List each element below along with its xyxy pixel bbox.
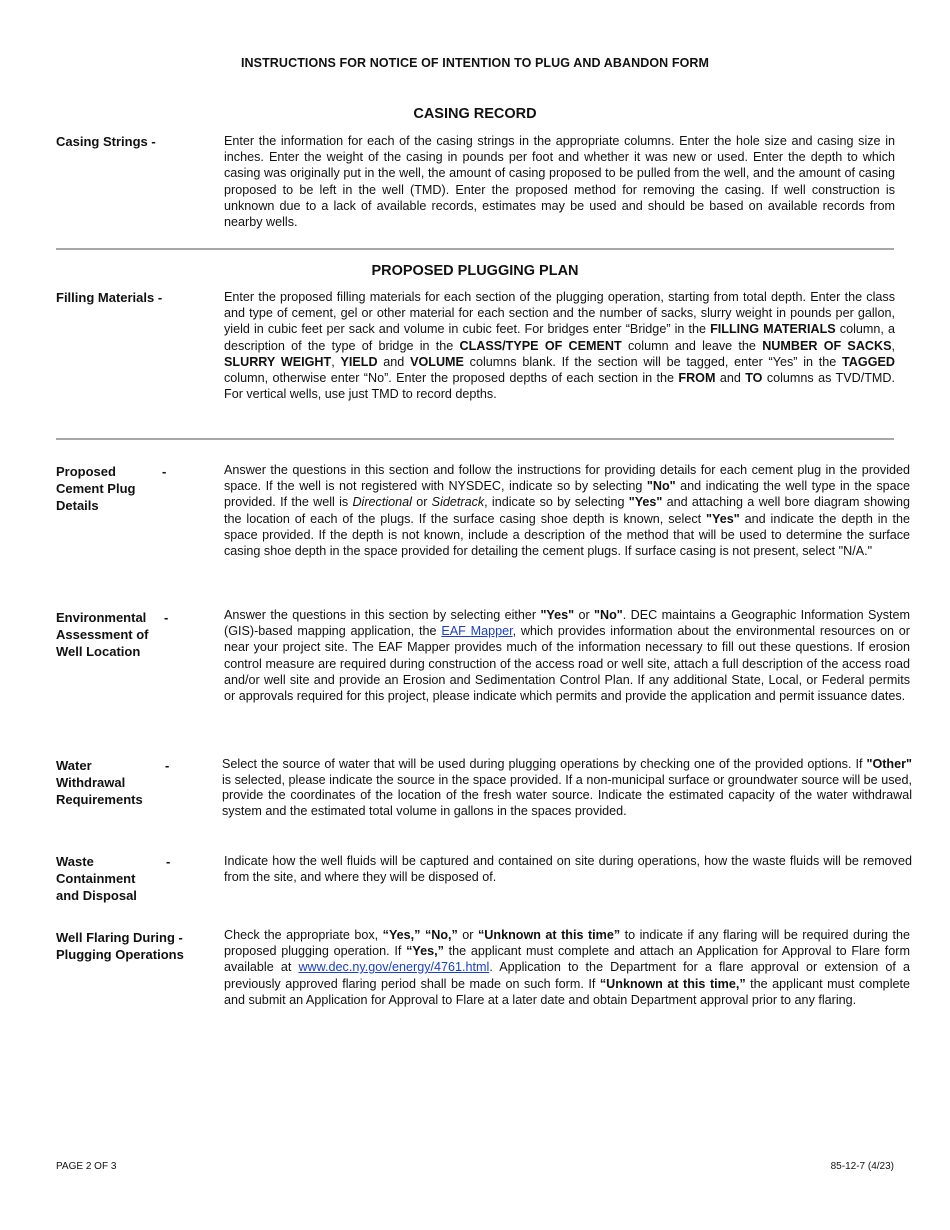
label-dash: - [166,854,171,869]
text-run: column and leave the [621,338,763,353]
water-withdrawal-label [56,757,176,808]
label-line: Well Location [56,644,141,659]
text-run: and indicating the well type in the space provided. If the well is [224,479,910,510]
text-run: is selected, please indicate the source in the space provided. If a non-municipal surface or groundwater source will be used, provide the coordinates of the location of the fresh water source. Indicate the estimated capacity of the water withdrawal system and the estimated total volume in gallons in the spaces provided. [222,772,912,818]
casing-strings-text [224,133,895,230]
text-run: the applicant must complete and submit an Application for Approval to Flare at a later date and obtain Department approval prior to any flaring. [224,976,910,1007]
filling-materials-label: Filling Materials - [56,290,163,305]
text-run: Enter the proposed filling materials for each section of the plugging operation, starting from total depth. Enter the class and type of cement, gel or other material for each section and the number of sacks, slurry weight in pounds per gallon, yield in cubic feet per sack and volume in cubic feet. For bridges enter “Bridge” in the [224,290,895,337]
text-run-bold: “Yes,” [406,944,444,959]
text-run-bold: FROM [678,371,716,386]
water-withdrawal-text [222,757,912,819]
text-run: Answer the questions in this section by selecting either [224,608,541,622]
text-run: column, otherwise enter “No”. Enter the proposed depths of each section in the [224,371,679,386]
text-run: , [331,354,341,369]
section-divider [56,248,894,250]
text-run: , indicate so by selecting [484,495,629,510]
text-run-bold: “No,” [424,928,458,942]
filling-materials-text [224,289,895,402]
environmental-text [224,607,910,704]
text-run-bold: SLURRY WEIGHT [224,354,332,369]
text-run-italic: Directional [352,495,412,510]
flare-form-link[interactable]: www.dec.ny.gov/energy/4761.html [298,960,490,975]
text-run: the applicant must complete and attach an Application for Approval to Flare form available at [224,944,910,975]
well-flaring-text [224,927,910,1008]
text-run-bold: "No" [594,608,623,622]
casing-record-heading: CASING RECORD [413,106,537,122]
label-dash: - [165,758,170,773]
label-line: Waste [56,854,94,869]
form-id: 85-12-7 (4/23) [830,1161,894,1172]
text-run: columns as TVD/TMD. For vertical wells, use just TMD to record depths. [224,371,895,402]
text-run: and [715,371,746,386]
text-run: . Application to the Department for a flare approval or extension of a previously approved flaring period shall be made on such form. If [224,960,910,991]
text-run: or [457,928,478,942]
text-run: Indicate how the well fluids will be captured and contained on site during operations, how the waste fluids will be removed from the site, and where they will be disposed of. [224,854,912,885]
text-run-bold: "Yes" [540,608,575,622]
label-line: Water [56,758,92,773]
cement-plug-label [56,463,176,514]
label-dash: - [164,610,169,625]
plugging-plan-heading: PROPOSED PLUGGING PLAN [371,263,579,279]
label-line: Cement Plug [56,481,136,496]
page-title: INSTRUCTIONS FOR NOTICE OF INTENTION TO PLUG AND ABANDON FORM [240,56,710,70]
eaf-mapper-link[interactable]: EAF Mapper [441,624,513,639]
text-run: to indicate if any flaring will be required during the proposed plugging operation. If [224,928,910,959]
page-number: PAGE 2 OF 3 [56,1161,117,1172]
text-run-bold: “Unknown at this time,” [599,976,746,991]
environmental-label [56,609,176,660]
cement-plug-text [224,462,910,559]
text-run-bold: “Yes,” [382,928,421,942]
text-run-bold: FILLING MATERIALS [710,322,836,337]
label-dash: - [162,464,167,479]
text-run: , [891,338,896,353]
text-run-bold: CLASS/TYPE OF CEMENT [459,338,622,353]
text-run-italic: Sidetrack [431,495,485,510]
text-run-bold: YIELD [340,354,378,369]
text-run-bold: NUMBER OF SACKS [762,338,892,353]
text-run: columns blank. If the section will be tagged, enter “Yes” in the [463,354,843,369]
text-run-bold: "No" [646,479,676,494]
text-run-bold: TAGGED [842,354,895,369]
text-run-bold: "Yes" [706,511,740,526]
text-run-bold: "Other" [866,757,912,771]
well-flaring-label [56,929,216,963]
text-run-bold: “Unknown at this time” [477,928,621,942]
label-line: Withdrawal [56,775,126,790]
text-run: Select the source of water that will be used during plugging operations by checking one of the provided options. If [222,757,867,771]
label-line: Assessment of [56,627,149,642]
text-run-bold: "Yes" [628,495,663,510]
casing-strings-label: Casing Strings - [56,134,156,149]
text-run: . DEC maintains a Geographic Information System (GIS)-based mapping application, the [224,608,910,639]
label-line: Proposed [56,464,116,479]
label-line: Requirements [56,792,143,807]
text-run: and attaching a well bore diagram showing the location of each of the plugs. If the surface casing shoe depth is known, select [224,495,910,526]
text-run: Answer the questions in this section and follow the instructions for providing details for each cement plug in the provided space. If the well is not registered with NYSDEC, indicate so by selecting [224,463,910,494]
label-line: Containment [56,871,136,886]
text-run: or [411,495,432,510]
text-run: Enter the information for each of the casing strings in the appropriate columns. Enter the hole size and casing size in inches. Enter the weight of the casing in pounds per foot and whether it was new or used. Enter the depth to which casing was originally put in the well, the amount of casing proposed to be pulled from the well, and the amount of casing proposed to be left in the well (TMD). Enter the proposed method for removing the casing. If well construction is unknown due to a lack of available records, estimates may be used and should be based on available records from nearby wells. [224,134,895,230]
text-run: or [574,608,595,622]
text-run: , which provides information about the environmental resources on or near your project site. The EAF Mapper provides much of the information necessary to fill out these questions. If erosion control measure are required during construction of the access road or well site, attach a full description of the access road and/or well site and provide an Erosion and Sedimentation Control Plan. If any additional State, Local, or Federal permits or approvals required for this project, please indicate which permits and provide the application and permit issuance dates. [224,624,910,704]
waste-containment-text [224,853,912,885]
text-run-bold: VOLUME [410,354,464,369]
text-run: Check the appropriate box, [224,928,383,942]
text-run: and [377,354,411,369]
label-line: Plugging Operations [56,947,184,962]
text-run: column, a description of the type of bridge in the [224,322,895,353]
label-line: Well Flaring During - [56,930,183,945]
section-divider [56,438,894,440]
label-line: and Disposal [56,888,137,903]
text-run: and indicate the depth in the space provided. If the depth is not known, include a description of the method that will be used to determine the surface casing shoe depth in the space provided for detailing the cement plugs. If surface casing is not present, select "N/A." [224,511,910,559]
label-line: Details [56,498,99,513]
waste-containment-label [56,853,176,904]
label-line: Environmental [56,610,147,625]
text-run-bold: TO [745,371,763,386]
